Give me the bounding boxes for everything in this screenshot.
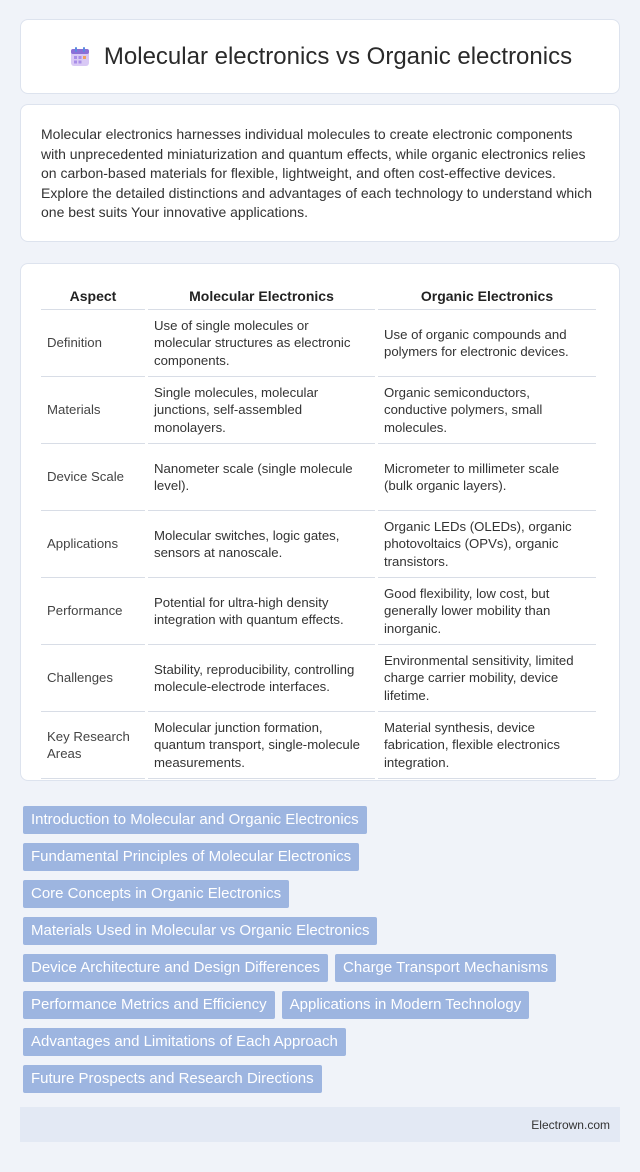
- footer-brand[interactable]: Electrown.com: [531, 1117, 610, 1132]
- column-header-molecular: Molecular Electronics: [148, 282, 375, 310]
- molecular-cell: Single molecules, molecular junctions, self-assembled monolayers.: [148, 377, 375, 444]
- topic-link[interactable]: Core Concepts in Organic Electronics: [23, 880, 289, 908]
- organic-cell: Micrometer to millimeter scale (bulk organic layers).: [378, 444, 596, 511]
- organic-cell: Material synthesis, device fabrication, flexible electronics integration.: [378, 712, 596, 779]
- molecular-cell: Stability, reproducibility, controlling molecule-electrode interfaces.: [148, 645, 375, 712]
- topic-link[interactable]: Future Prospects and Research Directions: [23, 1065, 322, 1093]
- topic-link[interactable]: Performance Metrics and Efficiency: [23, 991, 275, 1019]
- table-row: [41, 712, 596, 779]
- table-row: [41, 444, 596, 511]
- table-row: [41, 511, 596, 578]
- aspect-cell: Device Scale: [41, 444, 145, 511]
- footer: [20, 1107, 620, 1142]
- page-title: Molecular electronics vs Organic electronics: [103, 42, 573, 70]
- table-row: [41, 310, 596, 377]
- topic-link[interactable]: Charge Transport Mechanisms: [335, 954, 556, 982]
- intro-card: [20, 104, 620, 242]
- molecular-cell: Molecular junction formation, quantum transport, single-molecule measurements.: [148, 712, 375, 779]
- molecular-cell: Use of single molecules or molecular structures as electronic components.: [148, 310, 375, 377]
- molecular-cell: Potential for ultra-high density integration with quantum effects.: [148, 578, 375, 645]
- comparison-table-card: [20, 263, 620, 781]
- organic-cell: Organic LEDs (OLEDs), organic photovoltaics (OPVs), organic transistors.: [378, 511, 596, 578]
- aspect-cell: Materials: [41, 377, 145, 444]
- table-row: [41, 645, 596, 712]
- table-header-row: [41, 282, 596, 310]
- topic-links: [23, 806, 613, 1093]
- topic-link[interactable]: Introduction to Molecular and Organic Electronics: [23, 806, 367, 834]
- aspect-cell: Definition: [41, 310, 145, 377]
- molecular-cell: Molecular switches, logic gates, sensors at nanoscale.: [148, 511, 375, 578]
- column-header-organic: Organic Electronics: [378, 282, 596, 310]
- topic-link[interactable]: Device Architecture and Design Differences: [23, 954, 328, 982]
- table-row: [41, 377, 596, 444]
- topic-link[interactable]: Materials Used in Molecular vs Organic Electronics: [23, 917, 377, 945]
- organic-cell: Organic semiconductors, conductive polymers, small molecules.: [378, 377, 596, 444]
- aspect-cell: Performance: [41, 578, 145, 645]
- topic-link[interactable]: Applications in Modern Technology: [282, 991, 530, 1019]
- organic-cell: Environmental sensitivity, limited charge carrier mobility, device lifetime.: [378, 645, 596, 712]
- aspect-cell: Key Research Areas: [41, 712, 145, 779]
- topic-link[interactable]: Fundamental Principles of Molecular Electronics: [23, 843, 359, 871]
- calendar-icon: [68, 45, 92, 69]
- organic-cell: Good flexibility, low cost, but generally lower mobility than inorganic.: [378, 578, 596, 645]
- intro-text: Molecular electronics harnesses individual molecules to create electronic components with unprecedented miniaturization and quantum effects, while organic electronics relies on carbon-based materials for flexible, lightweight, and often cost-effective devices. Explore the detailed distinctions and advantages of each technology to understand which one best suits Your innovative applications.: [41, 126, 593, 220]
- aspect-cell: Challenges: [41, 645, 145, 712]
- organic-cell: Use of organic compounds and polymers for electronic devices.: [378, 310, 596, 377]
- molecular-cell: Nanometer scale (single molecule level).: [148, 444, 375, 511]
- table-row: [41, 578, 596, 645]
- topic-link[interactable]: Advantages and Limitations of Each Approach: [23, 1028, 346, 1056]
- column-header-aspect: Aspect: [41, 282, 145, 310]
- comparison-table: [38, 282, 599, 779]
- aspect-cell: Applications: [41, 511, 145, 578]
- title-card: [20, 19, 620, 94]
